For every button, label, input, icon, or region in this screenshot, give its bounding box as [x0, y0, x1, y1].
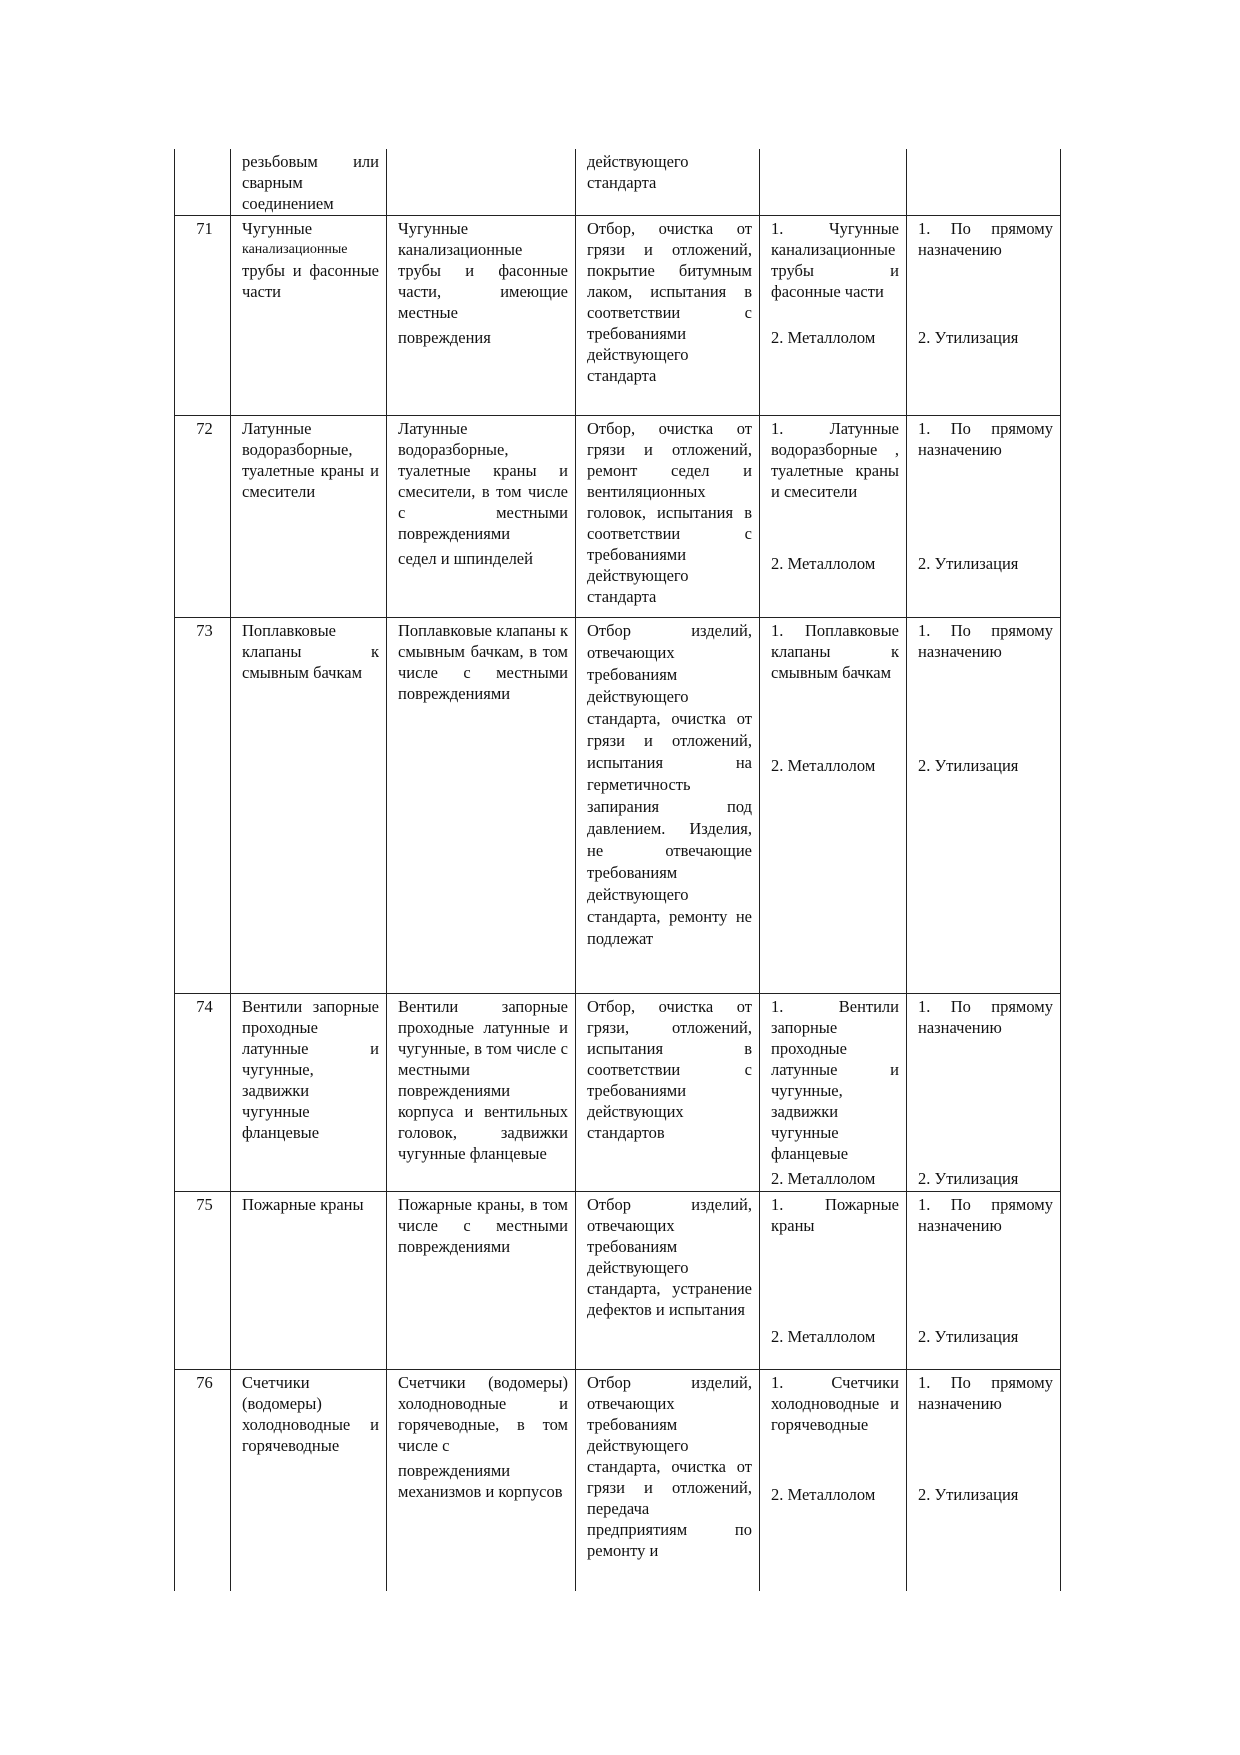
- row-number: [175, 149, 231, 215]
- usage-type: [907, 993, 1061, 1191]
- condition-text-continued: седел и шпинделей: [398, 548, 533, 568]
- table-row: [175, 617, 1061, 993]
- usage-option-1: 1. По прямому назначению: [918, 218, 1053, 259]
- product-option-1: 1. Чугунные канализационные трубы и фасонные части: [771, 218, 899, 301]
- row-number: 76: [175, 1369, 231, 1591]
- item-name: Пожарные краны: [231, 1191, 387, 1369]
- item-condition: [387, 149, 576, 215]
- product-type: [760, 415, 907, 617]
- product-type: [760, 617, 907, 993]
- product-option-2: 2. Металлолом: [771, 1484, 876, 1504]
- table-row: [175, 415, 1061, 617]
- usage-option-1: 1. По прямому назначению: [918, 1372, 1053, 1413]
- product-option-2: 2. Металлолом: [771, 553, 876, 573]
- processing-method: Отбор, очистка от грязи и отложений, ремонт седел и вентиляционных головок, испытания в соответствии с требованиями действующего стандарта: [576, 415, 760, 617]
- row-number: 74: [175, 993, 231, 1191]
- item-name-line: трубы и фасонные части: [242, 260, 379, 301]
- usage-type: [907, 215, 1061, 415]
- condition-text: Латунные водоразборные, туалетные краны и смесители, в том числе с местными повреждениями: [398, 418, 568, 543]
- usage-type: [907, 1369, 1061, 1591]
- usage-option-1: 1. По прямому назначению: [918, 996, 1053, 1037]
- usage-type: [907, 415, 1061, 617]
- processing-method: Отбор, очистка от грязи и отложений, покрытие битумным лаком, испытания в соответствии с требованиями действующего стандарта: [576, 215, 760, 415]
- product-option-1: 1. Счетчики холодноводные и горячеводные: [771, 1372, 899, 1434]
- row-number: 75: [175, 1191, 231, 1369]
- table-row: [175, 1369, 1061, 1591]
- product-option-2: 2. Металлолом: [771, 327, 876, 347]
- processing-method: Отбор изделий, отвечающих требованиям действующего стандарта, очистка от грязи и отложений, испытания на герметичность запирания под давлением. Изделия, не отвечающие требованиям действующего стандарта, ремонту не подлежат: [576, 617, 760, 993]
- usage-type: [907, 1191, 1061, 1369]
- product-type: [760, 149, 907, 215]
- product-option-2: 2. Металлолом: [771, 1326, 876, 1346]
- table-row: [175, 993, 1061, 1191]
- usage-option-2: 2. Утилизация: [918, 1168, 1019, 1188]
- processing-method: Отбор изделий, отвечающих требованиям действующего стандарта, очистка от грязи и отложений, передача предприятиям по ремонту и: [576, 1369, 760, 1591]
- product-option-2: 2. Металлолом: [771, 755, 876, 775]
- item-name: [231, 215, 387, 415]
- item-name: Счетчики (водомеры) холодноводные и горячеводные: [231, 1369, 387, 1591]
- processing-method: Отбор, очистка от грязи, отложений, испытания в соответствии с требованиями действующих стандартов: [576, 993, 760, 1191]
- condition-text: Счетчики (водомеры) холодноводные и горячеводные, в том числе с: [398, 1372, 568, 1455]
- processing-method: Отбор изделий, отвечающих требованиям действующего стандарта, устранение дефектов и испытания: [576, 1191, 760, 1369]
- item-name-line: Чугунные: [242, 218, 313, 238]
- product-option-1: 1. Пожарные краны: [771, 1194, 899, 1235]
- usage-option-2: 2. Утилизация: [918, 553, 1019, 573]
- product-type: [760, 993, 907, 1191]
- item-condition: Пожарные краны, в том числе с местными повреждениями: [387, 1191, 576, 1369]
- item-condition: Поплавковые клапаны к смывным бачкам, в том числе с местными повреждениями: [387, 617, 576, 993]
- usage-option-1: 1. По прямому назначению: [918, 1194, 1053, 1235]
- product-option-1: 1. Латунные водоразборные , туалетные краны и смесители: [771, 418, 899, 501]
- table-row: [175, 149, 1061, 215]
- row-number: 73: [175, 617, 231, 993]
- usage-option-1: 1. По прямому назначению: [918, 418, 1053, 459]
- item-condition: [387, 1369, 576, 1591]
- usage-option-1: 1. По прямому назначению: [918, 620, 1053, 661]
- condition-text-continued: повреждениями механизмов и корпусов: [398, 1460, 563, 1501]
- table-row: [175, 1191, 1061, 1369]
- row-number: 71: [175, 215, 231, 415]
- table-row: [175, 215, 1061, 415]
- item-name: Латунные водоразборные, туалетные краны и смесители: [231, 415, 387, 617]
- row-number: 72: [175, 415, 231, 617]
- processing-method: действующего стандарта: [576, 149, 760, 215]
- item-condition: [387, 415, 576, 617]
- usage-option-2: 2. Утилизация: [918, 1484, 1019, 1504]
- item-name: Поплавковые клапаны к смывным бачкам: [231, 617, 387, 993]
- product-option-1: 1. Вентили запорные проходные латунные и чугунные, задвижки чугунные фланцевые: [771, 996, 899, 1163]
- item-condition: [387, 215, 576, 415]
- usage-type: [907, 149, 1061, 215]
- product-option-2: 2. Металлолом: [771, 1168, 876, 1188]
- item-name: Вентили запорные проходные латунные и чугунные, задвижки чугунные фланцевые: [231, 993, 387, 1191]
- product-type: [760, 1369, 907, 1591]
- condition-text: Чугунные канализационные трубы и фасонные части, имеющие местные: [398, 218, 568, 322]
- usage-type: [907, 617, 1061, 993]
- usage-option-2: 2. Утилизация: [918, 327, 1019, 347]
- item-name-line: канализационные: [242, 241, 348, 257]
- product-type: [760, 1191, 907, 1369]
- usage-option-2: 2. Утилизация: [918, 1326, 1019, 1346]
- usage-option-2: 2. Утилизация: [918, 755, 1019, 775]
- condition-text-continued: повреждения: [398, 327, 491, 347]
- recycling-table: [174, 149, 1061, 1591]
- item-condition: Вентили запорные проходные латунные и чугунные, в том числе с местными повреждениями корпуса и вентильных головок, задвижки чугунные фланцевые: [387, 993, 576, 1191]
- product-type: [760, 215, 907, 415]
- product-option-1: 1. Поплавковые клапаны к смывным бачкам: [771, 620, 899, 682]
- item-name: резьбовым или сварным соединением: [231, 149, 387, 215]
